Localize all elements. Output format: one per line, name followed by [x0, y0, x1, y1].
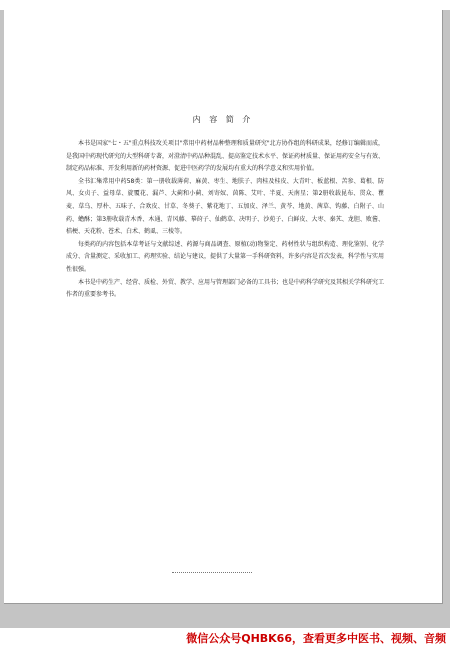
- viewer-bottom-gutter: [0, 604, 450, 628]
- page-title: 内 容 简 介: [192, 115, 254, 124]
- bottom-strip: [0, 628, 148, 650]
- paragraph-scope: 每类药的内容包括本草考证与文献综述、药源与商品调查、原植(动)物鉴定、药材性状与组织构造、理化鉴别、化学成分、含量测定、采收加工、药理实验、结论与建议，提供了大量第一手科研资料，许多内容是首次发表，科学性与实用性很强。: [66, 240, 385, 273]
- page-footer-marks: [172, 572, 252, 574]
- viewer-top-bar: [0, 0, 450, 10]
- viewer-right-gutter[interactable]: [443, 10, 450, 628]
- paragraph-audience: 本书是中药生产、经营、质检、外贸、教学、应用与管理部门必备的工具书；也是中药科学研究及其相关学科研究工作者的重要参考书。: [66, 278, 385, 299]
- page-body: [66, 138, 384, 302]
- paragraph-intro: 本书是国家"七・五"重点科技攻关项目"常用中药材品种整理和质量研究"北方协作组的科研成果，经修订编辑而成，是我国中药现代研究的大型科研专著，对澄清中药品种混乱、提高鉴定技术水平、保证药材质量、保证用药安全与有效、制定药品标准、开发利用新的药材资源、促进中医药学的发展均有重大的科学意义和实用价值。: [66, 140, 385, 173]
- paragraph-contents: 全书汇集常用中药58类：第一册收载薄荷、麻黄、枣生、地肤子、肉桂及桂皮、大青叶、板蓝根、苦参、葛根、防风、女贞子、益母草、旋覆花、漏芦、大蓟和小蓟、刘寄奴、茵陈、艾叶、半夏、天南星；第2册收载昆布、贯众、瞿麦、草乌、厚朴、五味子、合欢皮、甘草、冬葵子、紫花地丁、五加皮、泽兰、黄芩、地黄、茜草、钩藤、白附子、山药、蟾酥；第3册收载青木香、木通、青风藤、摹莳子、仙鹤草、决明子、沙苑子、白鲜皮、大枣、秦艽、龙胆、败酱、桔梗、天花粉、苍术、白术、鹤虱、三棱等。: [66, 177, 384, 236]
- watermark-banner: 微信公众号QHBK66，查看更多中医书、视频、音频: [148, 628, 450, 650]
- document-page: [4, 10, 443, 604]
